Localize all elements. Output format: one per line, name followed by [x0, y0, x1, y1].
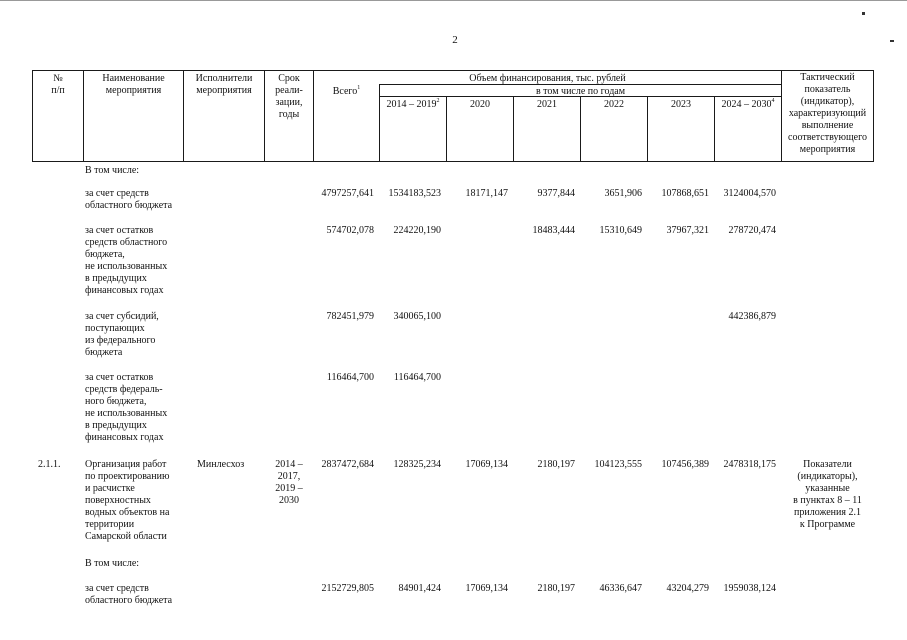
row-label: за счет средств областного бюджета — [85, 188, 173, 211]
value-2024-2030: 2478318,175 — [723, 459, 776, 470]
value-2023: 37967,321 — [666, 225, 709, 236]
header-year-2021: 2021 — [537, 99, 557, 110]
y6-footnote: 4 — [771, 97, 775, 104]
value-2021: 2180,197 — [537, 583, 575, 594]
value-2024-2030: 278720,474 — [728, 225, 776, 236]
page-number: 2 — [452, 34, 458, 46]
row-label: за счет субсидий, поступающих из федерального бюджета — [85, 311, 159, 358]
value-2014-2019: 116464,700 — [393, 372, 441, 383]
header-total: Всего$^1$ — [332, 84, 361, 97]
value-2014-2019: 340065,100 — [393, 311, 441, 322]
header-term: Срок реали- зации, годы — [275, 73, 303, 120]
value-2022: 104123,555 — [594, 459, 642, 470]
value-2022: 46336,647 — [599, 583, 642, 594]
header-year-2022: 2022 — [604, 99, 624, 110]
header-by-years: в том числе по годам — [535, 86, 626, 97]
value-total: 2837472,684 — [321, 459, 374, 470]
value-2014-2019: 128325,234 — [393, 459, 441, 470]
value-2022: 15310,649 — [599, 225, 642, 236]
value-total: 782451,979 — [326, 311, 374, 322]
value-2020: 17069,134 — [465, 583, 508, 594]
header-financing: Объем финансирования, тыс. рублей — [469, 73, 626, 84]
header-year-2024-2030: 2024 – 2030$^4$ — [721, 97, 775, 110]
total-footnote: 1 — [357, 84, 361, 91]
header-name: Наименование мероприятия — [102, 73, 165, 96]
value-total: 4797257,641 — [321, 188, 374, 199]
row-label: Организация работ по проектированию и расчистке поверхностных водных объектов на территории Самарской области — [85, 459, 170, 542]
value-2021: 18483,444 — [532, 225, 575, 236]
row-indicator: Показатели (индикаторы), указанные в пунктах 8 – 11 приложения 2.1 к Программе — [793, 459, 862, 530]
value-2023: 43204,279 — [666, 583, 709, 594]
value-2014-2019: 224220,190 — [393, 225, 441, 236]
value-2020: 17069,134 — [465, 459, 508, 470]
row-label: за счет остатков средств федераль- ного бюджета, не использованных в предыдущих финансовых годах — [85, 372, 168, 443]
value-2024-2030: 1959038,124 — [723, 583, 776, 594]
value-2021: 9377,844 — [537, 188, 575, 199]
header-year-2014-2019: 2014 – 2019$^2$ — [386, 97, 440, 110]
header-year-2020: 2020 — [470, 99, 490, 110]
row-number: 2.1.1. — [38, 459, 61, 470]
value-2021: 2180,197 — [537, 459, 575, 470]
row-executor: Минлесхоз — [197, 459, 245, 470]
value-2022: 3651,906 — [604, 188, 642, 199]
y1-footnote: 2 — [436, 97, 440, 104]
value-total: 2152729,805 — [321, 583, 374, 594]
row-label: В том числе: — [85, 558, 140, 569]
value-total: 116464,700 — [326, 372, 374, 383]
row-label: за счет остатков средств областного бюджета, не использованных в предыдущих финансовых годах — [85, 225, 168, 296]
value-2023: 107456,389 — [661, 459, 709, 470]
value-2024-2030: 3124004,570 — [723, 188, 776, 199]
row-term: 2014 – 2017, 2019 – 2030 — [275, 459, 303, 506]
value-2020: 18171,147 — [465, 188, 508, 199]
header-num: № п/п — [51, 73, 65, 96]
header-indicator: Тактический показатель (индикатор), характеризующий выполнение соответствующего мероприятия — [788, 72, 867, 155]
value-total: 574702,078 — [326, 225, 374, 236]
scan-speck — [890, 40, 894, 42]
scan-edge — [0, 0, 907, 1]
row-label: за счет средств областного бюджета — [85, 583, 173, 606]
row-label: В том числе: — [85, 165, 140, 176]
value-2024-2030: 442386,879 — [728, 311, 776, 322]
value-2014-2019: 84901,424 — [398, 583, 441, 594]
value-2023: 107868,651 — [661, 188, 709, 199]
value-2014-2019: 1534183,523 — [388, 188, 441, 199]
header-executors: Исполнители мероприятия — [195, 73, 253, 96]
header-year-2023: 2023 — [671, 99, 691, 110]
scan-speck — [862, 12, 865, 15]
